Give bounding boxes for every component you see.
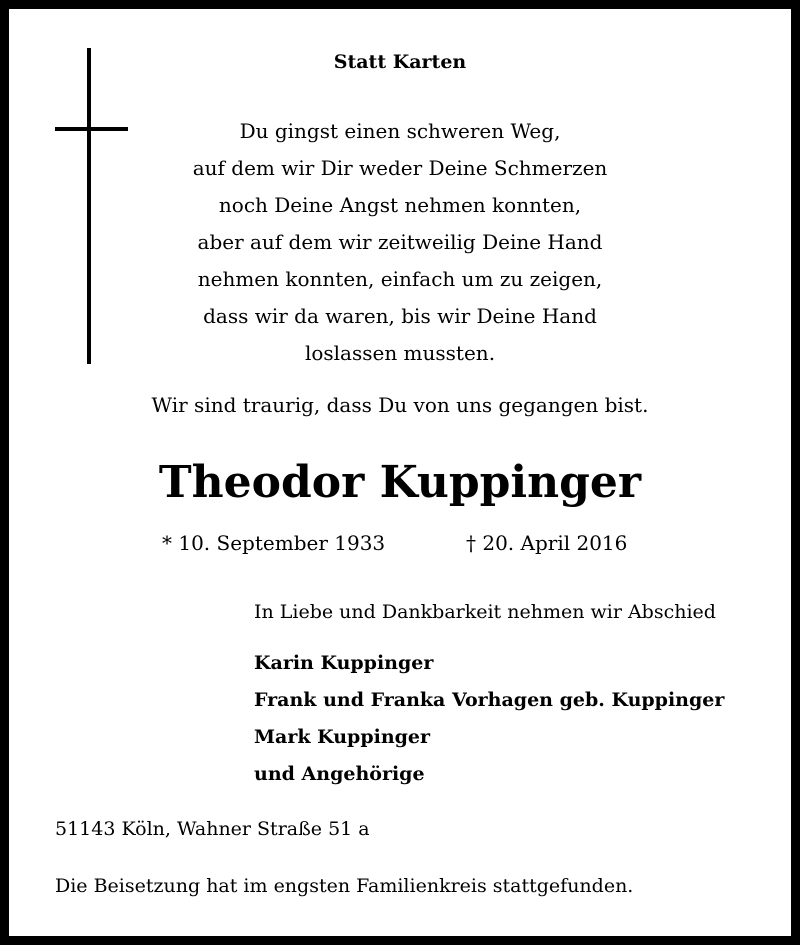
deceased-name: Theodor Kuppinger: [158, 457, 642, 508]
farewell-line: In Liebe und Dankbarkeit nehmen wir Abschied: [254, 601, 716, 623]
address-line: 51143 Köln, Wahner Straße 51 a: [55, 818, 370, 840]
birth-date: * 10. September 1933: [162, 531, 386, 555]
sad-line: Wir sind traurig, dass Du von uns gegangen bist.: [151, 393, 649, 417]
funeral-note: Die Beisetzung hat im engsten Familienkreis stattgefunden.: [55, 875, 634, 897]
family-member: Karin Kuppinger: [254, 652, 434, 674]
death-date: † 20. April 2016: [466, 531, 628, 555]
poem-line: auf dem wir Dir weder Deine Schmerzen: [192, 156, 608, 180]
poem-line: Du gingst einen schweren Weg,: [239, 119, 561, 143]
poem: [9, 113, 791, 372]
family-list: [254, 645, 724, 793]
header-statt-karten: Statt Karten: [333, 51, 467, 73]
poem-line: aber auf dem wir zeitweilig Deine Hand: [197, 230, 603, 254]
poem-line: loslassen mussten.: [304, 341, 496, 365]
family-member: und Angehörige: [254, 763, 425, 785]
poem-line: nehmen konnten, einfach um zu zeigen,: [197, 267, 603, 291]
poem-line: dass wir da waren, bis wir Deine Hand: [203, 304, 597, 328]
poem-line: noch Deine Angst nehmen konnten,: [218, 193, 582, 217]
family-member: Frank und Franka Vorhagen geb. Kuppinger: [254, 689, 725, 711]
family-member: Mark Kuppinger: [254, 726, 431, 748]
